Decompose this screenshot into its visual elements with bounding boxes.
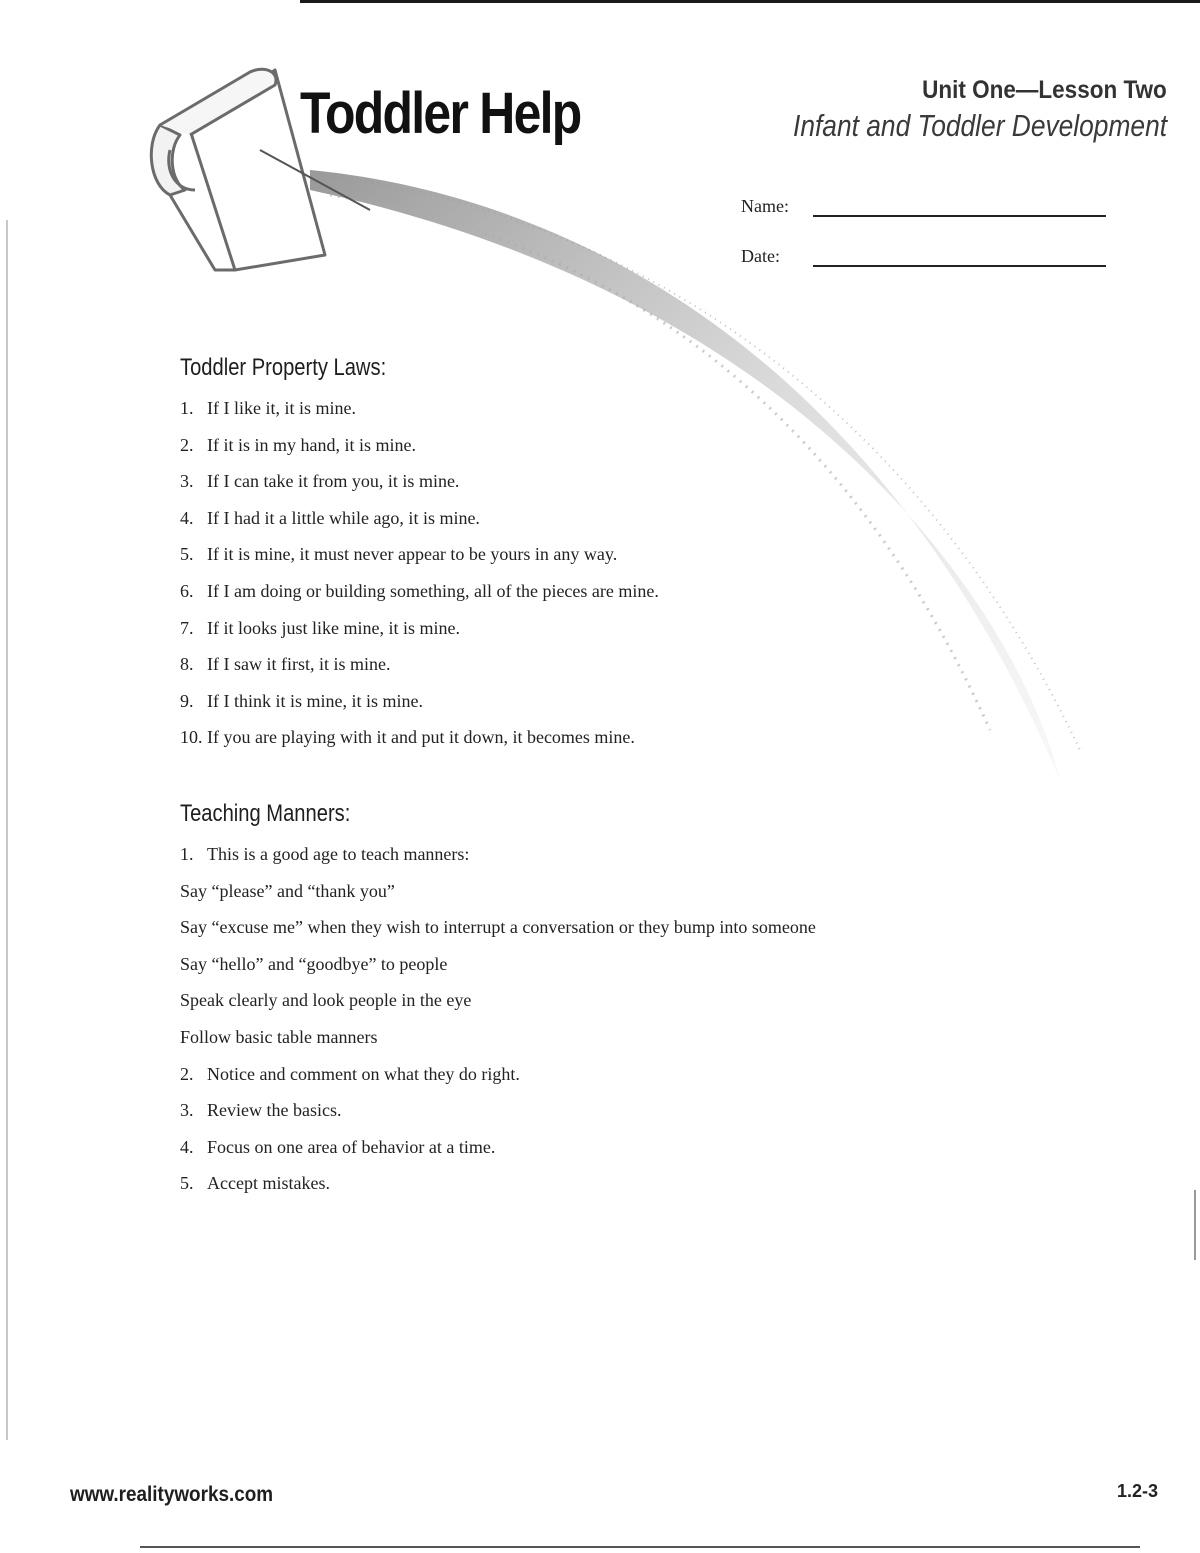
list-item bbox=[180, 1135, 816, 1172]
bullet-item bbox=[180, 1025, 816, 1062]
scan-border-top bbox=[300, 0, 1200, 3]
list-text: If I am doing or building something, all of the pieces are mine. bbox=[207, 580, 659, 601]
bullet-text: Say “please” and “thank you” bbox=[180, 880, 395, 901]
list-item bbox=[180, 652, 659, 689]
list-number: 4. bbox=[180, 507, 194, 528]
date-line[interactable] bbox=[813, 265, 1106, 267]
property-laws-list bbox=[180, 396, 659, 762]
list-text: If you are playing with it and put it down, it becomes mine. bbox=[207, 727, 635, 748]
list-number: 6. bbox=[180, 580, 194, 601]
list-text: Notice and comment on what they do right. bbox=[207, 1063, 520, 1084]
list-text: Focus on one area of behavior at a time. bbox=[207, 1136, 496, 1157]
property-laws-heading: Toddler Property Laws: bbox=[180, 354, 387, 381]
list-number: 9. bbox=[180, 690, 194, 711]
list-number: 5. bbox=[180, 1173, 194, 1194]
list-item bbox=[180, 542, 659, 579]
date-label: Date: bbox=[741, 246, 780, 266]
bullet-item bbox=[180, 915, 816, 952]
name-field[interactable] bbox=[741, 196, 1106, 226]
list-text: Accept mistakes. bbox=[207, 1173, 330, 1194]
list-text: If it looks just like mine, it is mine. bbox=[207, 617, 460, 638]
list-text: If I like it, it is mine. bbox=[207, 398, 356, 418]
list-number: 8. bbox=[180, 654, 194, 675]
list-item bbox=[180, 725, 659, 762]
list-item bbox=[180, 689, 659, 726]
list-item bbox=[180, 433, 659, 470]
bullet-item bbox=[180, 879, 816, 916]
list-text: If I think it is mine, it is mine. bbox=[207, 690, 423, 711]
list-number: 7. bbox=[180, 617, 194, 638]
list-number: 1. bbox=[180, 844, 194, 864]
list-text: If it is in my hand, it is mine. bbox=[207, 434, 416, 455]
list-text: This is a good age to teach manners: bbox=[207, 844, 470, 864]
name-line[interactable] bbox=[813, 215, 1106, 217]
bullet-item bbox=[180, 988, 816, 1025]
list-item bbox=[180, 1098, 816, 1135]
list-number: 3. bbox=[180, 471, 194, 492]
page-number: 1.2-3 bbox=[1116, 1481, 1158, 1501]
list-number: 5. bbox=[180, 544, 194, 565]
list-number: 1. bbox=[180, 398, 194, 418]
scan-border-left bbox=[6, 220, 8, 1440]
bullet-text: Follow basic table manners bbox=[180, 1026, 378, 1047]
list-number: 10. bbox=[180, 727, 203, 748]
scan-border-bottom bbox=[140, 1546, 1140, 1548]
list-item bbox=[180, 616, 659, 653]
name-label: Name: bbox=[741, 196, 789, 216]
scan-border-right bbox=[1194, 1190, 1196, 1260]
teaching-manners-list bbox=[180, 842, 816, 1208]
bullet-text: Say “hello” and “goodbye” to people bbox=[180, 953, 448, 974]
list-number: 3. bbox=[180, 1100, 194, 1121]
list-item bbox=[180, 1171, 816, 1208]
list-item bbox=[180, 1062, 816, 1099]
list-number: 4. bbox=[180, 1136, 194, 1157]
unit-lesson-label: Unit One—Lesson Two bbox=[922, 76, 1167, 104]
list-number: 2. bbox=[180, 1063, 194, 1084]
list-text: Review the basics. bbox=[207, 1100, 342, 1121]
list-item bbox=[180, 396, 659, 433]
teaching-manners-heading: Teaching Manners: bbox=[180, 800, 351, 827]
list-text: If I saw it first, it is mine. bbox=[207, 654, 391, 675]
bullet-item bbox=[180, 952, 816, 989]
date-field[interactable] bbox=[741, 246, 1106, 276]
subject-subtitle: Infant and Toddler Development bbox=[792, 108, 1167, 143]
list-item bbox=[180, 506, 659, 543]
page-title: Toddler Help bbox=[300, 81, 581, 146]
bullet-text: Speak clearly and look people in the eye bbox=[180, 990, 472, 1011]
list-text: If I can take it from you, it is mine. bbox=[207, 471, 460, 492]
list-text: If I had it a little while ago, it is mine. bbox=[207, 507, 480, 528]
bullet-text: Say “excuse me” when they wish to interrupt a conversation or they bump into someone bbox=[180, 917, 816, 938]
list-text: If it is mine, it must never appear to be yours in any way. bbox=[207, 544, 618, 565]
footer-url: www.realityworks.com bbox=[70, 1483, 274, 1506]
list-number: 2. bbox=[180, 434, 194, 455]
list-item bbox=[180, 469, 659, 506]
list-item bbox=[180, 842, 816, 879]
list-item bbox=[180, 579, 659, 616]
